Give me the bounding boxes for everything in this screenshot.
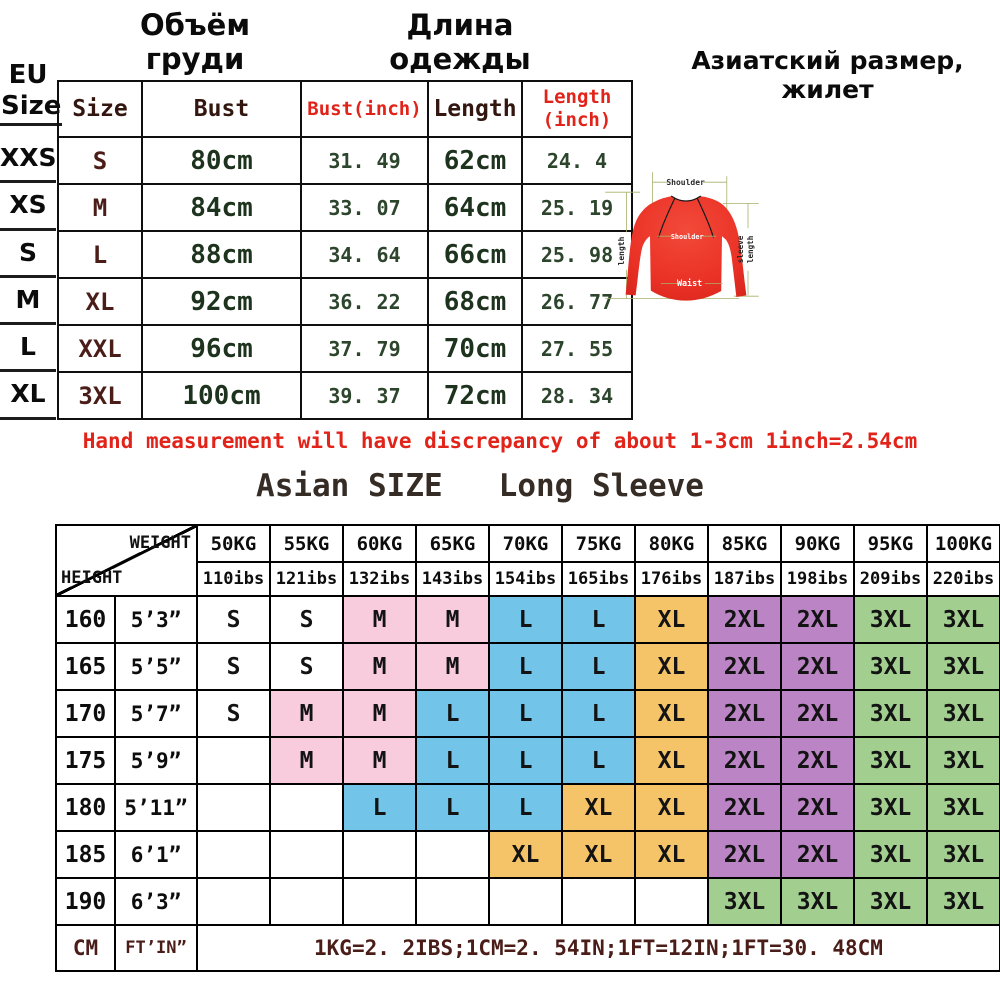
size-cell: 3XL: [708, 878, 781, 925]
weight-kg-header: 75KG: [562, 525, 635, 562]
weight-kg-header: 50KG: [197, 525, 270, 562]
weight-lbs-header: 198ibs: [781, 562, 854, 596]
size-value: 3XL: [58, 372, 142, 419]
size-cell: [197, 878, 270, 925]
size-cell: [343, 831, 416, 878]
size-cell: [270, 784, 343, 831]
size-cell: L: [562, 643, 635, 690]
measurement-disclaimer: Hand measurement will have discrepancy of about 1-3cm 1inch=2.54cm: [82, 429, 918, 453]
size-cell: 2XL: [708, 737, 781, 784]
height-ftin: 5’3”: [115, 596, 197, 643]
weight-kg-header: 85KG: [708, 525, 781, 562]
eu-label-line2: Size: [0, 91, 62, 126]
size-cell: [562, 878, 635, 925]
size-cell: XL: [562, 831, 635, 878]
size-cell: [197, 831, 270, 878]
length-inch: 26. 77: [522, 278, 632, 325]
size-cell: 3XL: [927, 596, 1000, 643]
height-cm: 190: [56, 878, 115, 925]
size-cell: 2XL: [708, 690, 781, 737]
height-weight-matrix: [55, 524, 1000, 972]
weight-lbs-header: 209ibs: [854, 562, 927, 596]
bust-inch: 39. 37: [301, 372, 428, 419]
size-cell: S: [270, 643, 343, 690]
eu-size-item: L: [0, 325, 56, 372]
bust-cm: 88cm: [142, 231, 301, 278]
size-cell: XL: [635, 831, 708, 878]
col-header-size: Size: [58, 81, 142, 137]
length-cm: 62cm: [428, 137, 522, 184]
size-cell: L: [562, 690, 635, 737]
size-cell: 2XL: [781, 643, 854, 690]
eu-size-header: [0, 60, 62, 126]
size-cell: 3XL: [854, 784, 927, 831]
size-cell: 3XL: [927, 784, 1000, 831]
waist-label: Waist: [676, 278, 703, 289]
size-cell: [197, 737, 270, 784]
size-cell: 3XL: [854, 643, 927, 690]
size-cell: XL: [562, 784, 635, 831]
shoulder-top-label: Shoulder: [666, 178, 705, 187]
length-cm: 70cm: [428, 325, 522, 372]
weight-lbs-header: 132ibs: [343, 562, 416, 596]
weight-kg-header: 95KG: [854, 525, 927, 562]
height-cm: 175: [56, 737, 115, 784]
size-cell: XL: [489, 831, 562, 878]
size-cell: XL: [635, 596, 708, 643]
height-cm: 165: [56, 643, 115, 690]
length-cm: 64cm: [428, 184, 522, 231]
size-cell: 2XL: [781, 784, 854, 831]
length-cm: 72cm: [428, 372, 522, 419]
size-cell: [416, 878, 489, 925]
size-cell: L: [562, 737, 635, 784]
footer-ftin-label: FT’IN”: [115, 925, 197, 971]
size-cell: L: [489, 784, 562, 831]
weight-lbs-header: 187ibs: [708, 562, 781, 596]
size-cell: 3XL: [781, 878, 854, 925]
eu-size-item: XXS: [0, 136, 56, 183]
size-cell: M: [416, 596, 489, 643]
bust-inch: 31. 49: [301, 137, 428, 184]
size-cell: [635, 878, 708, 925]
size-value: L: [58, 231, 142, 278]
length-inch: 25. 98: [522, 231, 632, 278]
size-cell: [270, 831, 343, 878]
matrix-row: [56, 643, 1000, 690]
weight-lbs-header: 143ibs: [416, 562, 489, 596]
size-cell: 2XL: [708, 784, 781, 831]
size-table-header-row: [58, 81, 632, 137]
asian-size-long-sleeve-title: Asian SIZE Long Sleeve: [256, 468, 704, 504]
size-cell: XL: [635, 737, 708, 784]
size-cell: XL: [635, 690, 708, 737]
bust-cm: 100cm: [142, 372, 301, 419]
size-cell: 2XL: [708, 831, 781, 878]
size-cell: M: [270, 690, 343, 737]
matrix-row: [56, 690, 1000, 737]
col-header-bust: Bust: [142, 81, 301, 137]
sleeve-length-label-line2: length: [745, 235, 755, 264]
size-cell: M: [343, 596, 416, 643]
weight-lbs-header: 110ibs: [197, 562, 270, 596]
length-inch: 25. 19: [522, 184, 632, 231]
length-inch: 27. 55: [522, 325, 632, 372]
unit-conversion-text: 1KG=2. 2IBS;1CM=2. 54IN;1FT=12IN;1FT=30. 48CM: [197, 925, 1000, 971]
bust-title-line2: груди: [145, 42, 245, 76]
matrix-row: [56, 878, 1000, 925]
weight-height-corner-cell: [56, 525, 197, 596]
size-table-row: [58, 231, 632, 278]
size-cell: L: [343, 784, 416, 831]
size-cell: 2XL: [708, 643, 781, 690]
weight-kg-header: 55KG: [270, 525, 343, 562]
col-header-length: Length: [428, 81, 522, 137]
matrix-row: [56, 831, 1000, 878]
height-cm: 185: [56, 831, 115, 878]
height-ftin: 6’1”: [115, 831, 197, 878]
size-cell: XL: [635, 643, 708, 690]
length-inch: 24. 4: [522, 137, 632, 184]
bust-cm: 80cm: [142, 137, 301, 184]
bust-cm: 92cm: [142, 278, 301, 325]
weight-lbs-header: 154ibs: [489, 562, 562, 596]
length-inch-line1: Length: [542, 86, 612, 108]
size-cell: 3XL: [927, 737, 1000, 784]
length-inch-line2: (inch): [542, 109, 612, 131]
size-cell: [489, 878, 562, 925]
height-ftin: 6’3”: [115, 878, 197, 925]
size-cell: S: [197, 596, 270, 643]
size-cell: L: [489, 596, 562, 643]
footer-cm-label: CM: [56, 925, 115, 971]
length-inch: 28. 34: [522, 372, 632, 419]
eu-size-item: S: [0, 231, 56, 278]
size-cell: 2XL: [781, 831, 854, 878]
size-cell: 3XL: [927, 643, 1000, 690]
size-cell: L: [489, 690, 562, 737]
size-cell: 2XL: [781, 690, 854, 737]
bust-inch: 34. 64: [301, 231, 428, 278]
size-measurement-table: [57, 80, 633, 420]
bust-title-line1: Объём: [139, 8, 251, 42]
weight-kg-header: 80KG: [635, 525, 708, 562]
height-ftin: 5’5”: [115, 643, 197, 690]
length-title-line2: одежды: [389, 42, 531, 76]
size-cell: M: [343, 643, 416, 690]
eu-size-item: XL: [0, 372, 56, 419]
eu-size-item: XS: [0, 183, 56, 230]
matrix-row: [56, 784, 1000, 831]
size-cell: S: [197, 643, 270, 690]
size-table-row: [58, 325, 632, 372]
size-cell: L: [416, 737, 489, 784]
matrix-kg-header-row: [56, 525, 1000, 562]
height-ftin: 5’11”: [115, 784, 197, 831]
weight-lbs-header: 176ibs: [635, 562, 708, 596]
size-cell: 3XL: [927, 878, 1000, 925]
bust-cm: 84cm: [142, 184, 301, 231]
height-cm: 180: [56, 784, 115, 831]
bust-inch: 37. 79: [301, 325, 428, 372]
weight-kg-header: 70KG: [489, 525, 562, 562]
bust-column-title: [75, 8, 315, 76]
size-cell: 3XL: [927, 831, 1000, 878]
shirt-illustration: [600, 80, 1000, 430]
length-title-line1: Длина: [406, 8, 514, 42]
size-cell: M: [343, 690, 416, 737]
weight-corner-label: WEIGHT: [129, 533, 191, 553]
matrix-footer-row: [56, 925, 1000, 971]
size-cell: 3XL: [854, 690, 927, 737]
size-cell: S: [197, 690, 270, 737]
size-table-row: [58, 184, 632, 231]
asian-size-vest-title: Азиатский размер, жилет: [691, 46, 964, 104]
bust-inch: 36. 22: [301, 278, 428, 325]
matrix-row: [56, 737, 1000, 784]
size-cell: [416, 831, 489, 878]
bust-inch: 33. 07: [301, 184, 428, 231]
size-cell: M: [343, 737, 416, 784]
eu-size-list: [0, 136, 56, 420]
sleeve-length-label-line1: sleeve: [736, 235, 746, 264]
length-cm: 66cm: [428, 231, 522, 278]
size-cell: M: [416, 643, 489, 690]
size-value: M: [58, 184, 142, 231]
size-cell: 2XL: [781, 596, 854, 643]
size-cell: L: [489, 643, 562, 690]
size-cell: 3XL: [927, 690, 1000, 737]
size-cell: 3XL: [854, 878, 927, 925]
matrix-row: [56, 596, 1000, 643]
weight-kg-header: 60KG: [343, 525, 416, 562]
size-cell: [197, 784, 270, 831]
size-cell: L: [489, 737, 562, 784]
height-ftin: 5’9”: [115, 737, 197, 784]
weight-lbs-header: 121ibs: [270, 562, 343, 596]
length-column-title: [340, 8, 580, 76]
size-cell: [270, 878, 343, 925]
size-cell: 2XL: [708, 596, 781, 643]
weight-kg-header: 65KG: [416, 525, 489, 562]
bust-cm: 96cm: [142, 325, 301, 372]
size-cell: L: [416, 784, 489, 831]
weight-kg-header: 90KG: [781, 525, 854, 562]
size-cell: 3XL: [854, 596, 927, 643]
size-table-row: [58, 137, 632, 184]
height-cm: 170: [56, 690, 115, 737]
size-cell: M: [270, 737, 343, 784]
length-cm: 68cm: [428, 278, 522, 325]
size-cell: 3XL: [854, 831, 927, 878]
height-corner-label: HEIGHT: [61, 568, 123, 588]
size-cell: L: [562, 596, 635, 643]
size-cell: L: [416, 690, 489, 737]
weight-lbs-header: 165ibs: [562, 562, 635, 596]
weight-kg-header: 100KG: [927, 525, 1000, 562]
size-value: XL: [58, 278, 142, 325]
shoulder-chest-label: Shoulder: [670, 233, 704, 241]
weight-lbs-header: 220ibs: [927, 562, 1000, 596]
size-cell: S: [270, 596, 343, 643]
length-label: length: [617, 236, 626, 266]
height-cm: 160: [56, 596, 115, 643]
height-ftin: 5’7”: [115, 690, 197, 737]
col-header-bust-inch: Bust(inch): [301, 81, 428, 137]
size-table-row: [58, 278, 632, 325]
size-cell: 2XL: [781, 737, 854, 784]
size-value: XXL: [58, 325, 142, 372]
matrix-lbs-header-row: [56, 562, 1000, 596]
size-cell: [343, 878, 416, 925]
eu-size-item: M: [0, 278, 56, 325]
size-cell: XL: [635, 784, 708, 831]
size-value: S: [58, 137, 142, 184]
size-cell: 3XL: [854, 737, 927, 784]
eu-label-line1: EU: [8, 60, 48, 90]
size-table-row: [58, 372, 632, 419]
